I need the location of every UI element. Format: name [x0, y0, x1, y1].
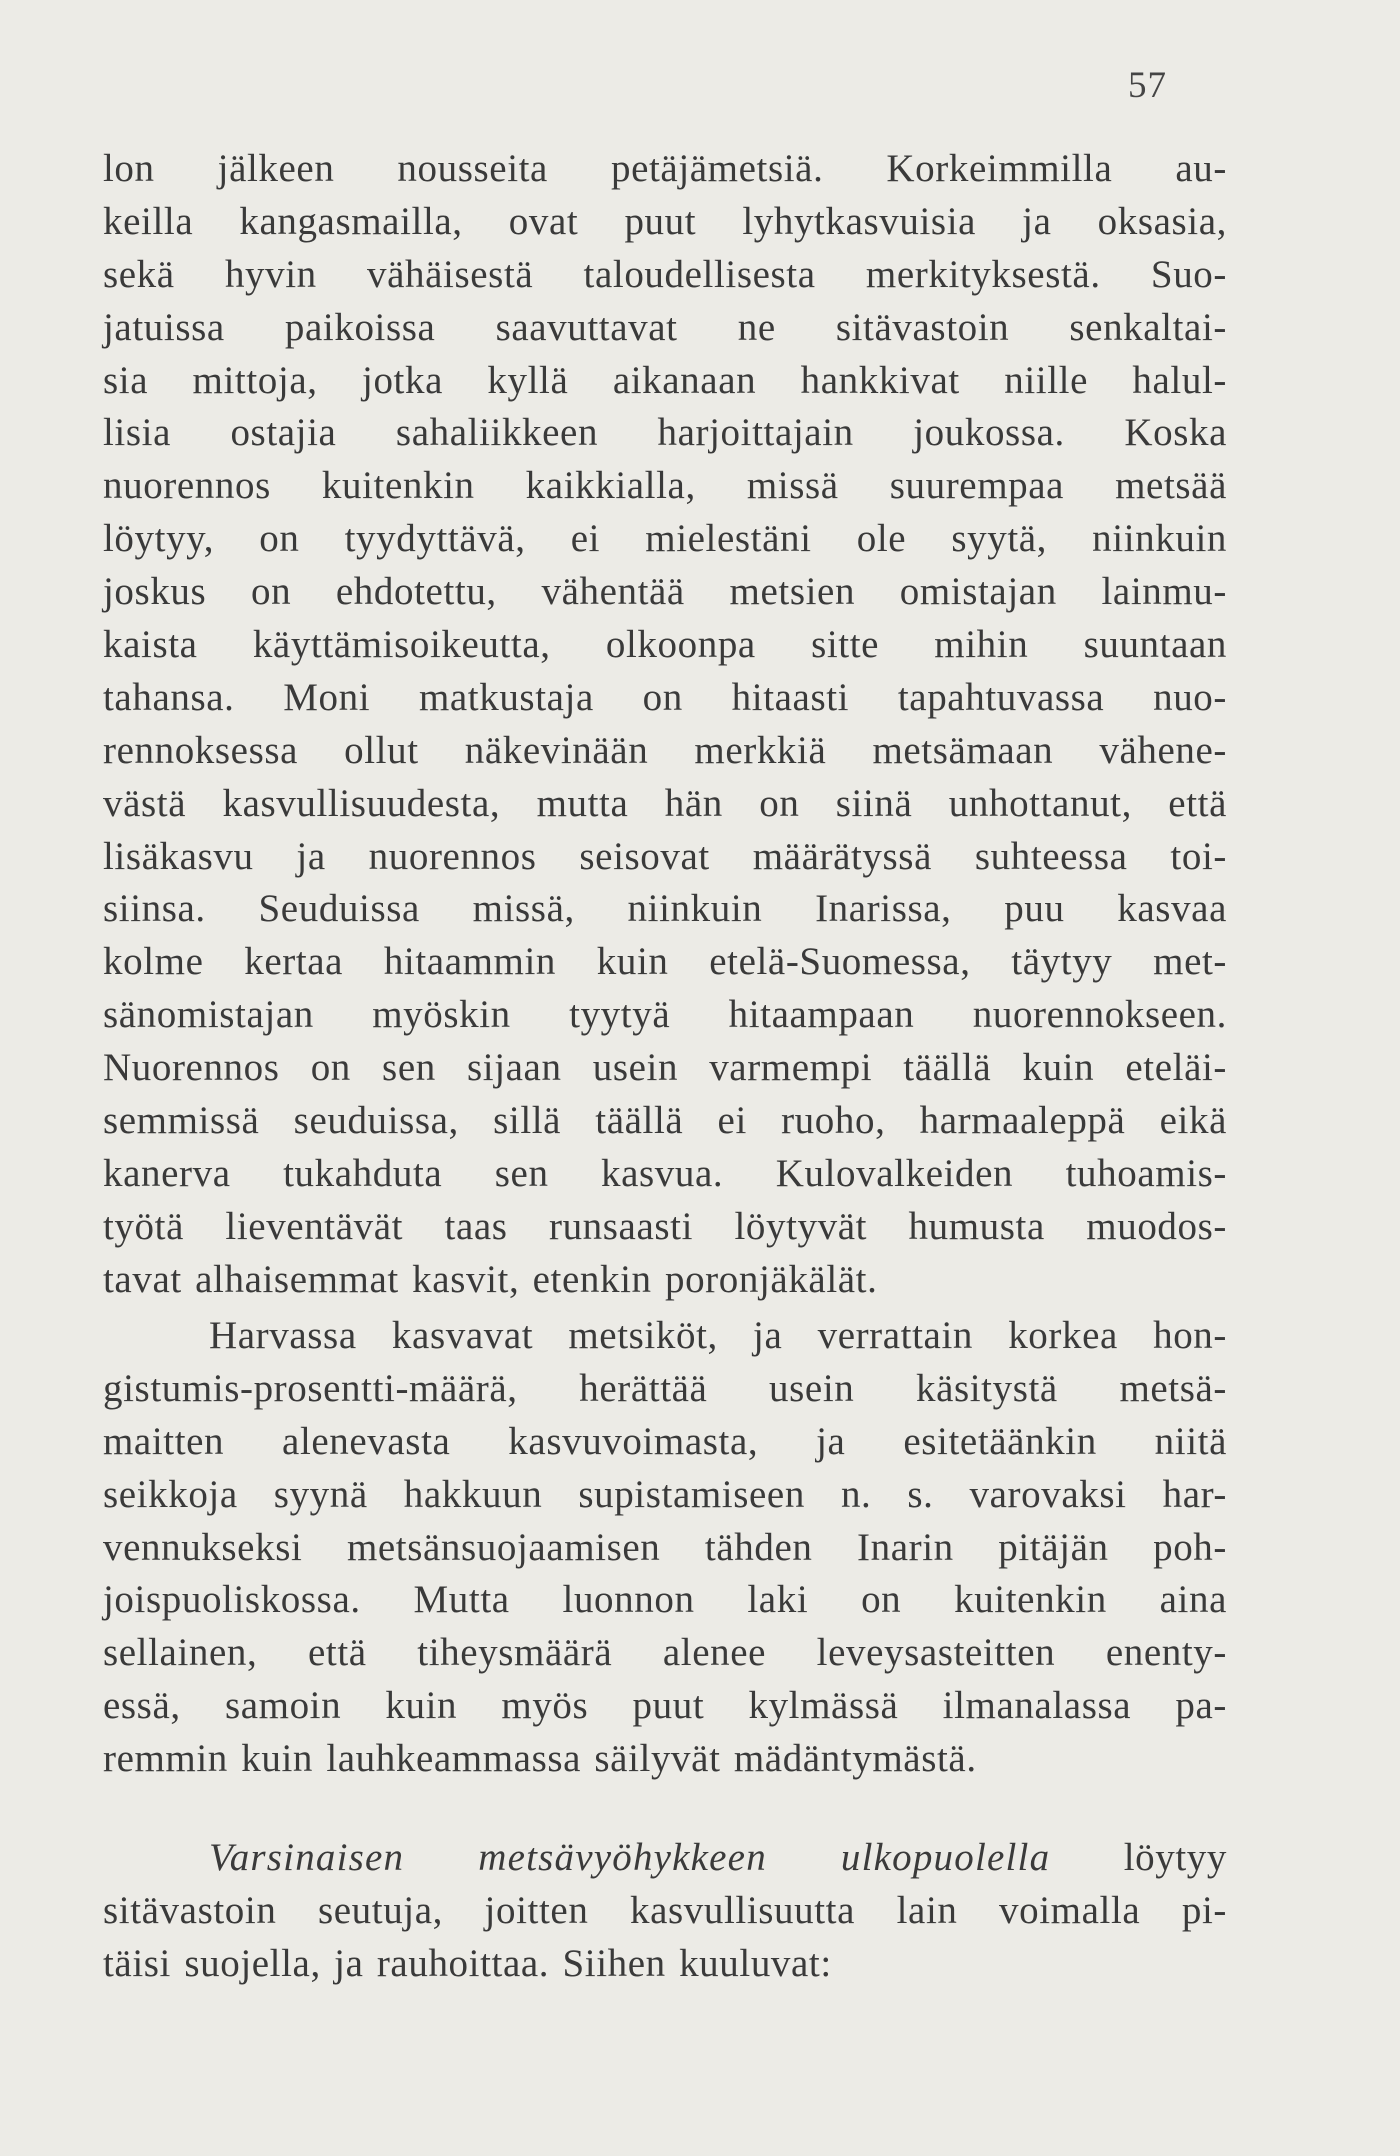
text-line: sekä hyvin vähäisestä taloudellisesta merkityksestä. Suo-	[103, 252, 1227, 296]
paragraph-3	[103, 1832, 1227, 1991]
paragraph-1	[103, 143, 1227, 1307]
text-line: sia mittoja, jotka kyllä aikanaan hankkivat niille halul-	[103, 358, 1227, 402]
text-line: seikkoja syynä hakkuun supistamiseen n. s. varovaksi har-	[103, 1472, 1227, 1516]
text-line: työtä lieventävät taas runsaasti löytyvät humusta muodos-	[103, 1204, 1227, 1248]
text-line: västä kasvullisuudesta, mutta hän on siinä unhottanut, että	[103, 781, 1227, 825]
italic-phrase: Varsinaisen metsävyöhykkeen ulkopuolella	[209, 1836, 1051, 1879]
text-line: gistumis-prosentti-määrä, herättää usein käsitystä metsä-	[103, 1366, 1227, 1410]
text-line: sänomistajan myöskin tyytyä hitaampaan nuorennokseen.	[103, 993, 1227, 1037]
text-line: vennukseksi metsänsuojaamisen tähden Inarin pitäjän poh-	[103, 1525, 1227, 1569]
text-line: keilla kangasmailla, ovat puut lyhytkasvuisia ja oksasia,	[103, 199, 1227, 243]
paragraph-2	[103, 1310, 1227, 1786]
text-line: joispuoliskossa. Mutta luonnon laki on kuitenkin aina	[103, 1578, 1227, 1622]
text-line: kaista käyttämisoikeutta, olkoonpa sitte mihin suuntaan	[103, 623, 1227, 667]
text-line: siinsa. Seuduissa missä, niinkuin Inarissa, puu kasvaa	[103, 887, 1227, 931]
text-line: rennoksessa ollut näkevinään merkkiä metsämaan vähene-	[103, 728, 1227, 772]
text-line: sitävastoin seutuja, joitten kasvullisuutta lain voimalla pi-	[103, 1888, 1227, 1932]
text-line: essä, samoin kuin myös puut kylmässä ilmanalassa pa-	[103, 1684, 1227, 1728]
text-line: kolme kertaa hitaammin kuin etelä-Suomessa, täytyy met-	[103, 940, 1227, 984]
page-number: 57	[1128, 65, 1167, 106]
text-line: täisi suojella, ja rauhoittaa. Siihen kuuluvat:	[103, 1941, 832, 1985]
text-line: joskus on ehdotettu, vähentää metsien omistajan lainmu-	[103, 570, 1227, 614]
text-line	[103, 1832, 1227, 1885]
text-line: semmissä seuduissa, sillä täällä ei ruoho, harmaaleppä eikä	[103, 1099, 1227, 1143]
text-line: Harvassa kasvavat metsiköt, ja verrattain korkea hon-	[209, 1314, 1227, 1357]
text-line: jatuissa paikoissa saavuttavat ne sitävastoin senkaltai-	[103, 305, 1227, 349]
text-line: remmin kuin lauhkeammassa säilyvät mädäntymästä.	[103, 1737, 977, 1781]
text-line: löytyy, on tyydyttävä, ei mielestäni ole syytä, niinkuin	[103, 517, 1227, 561]
text-line: lon jälkeen nousseita petäjämetsiä. Korkeimmilla au-	[103, 147, 1227, 190]
text-line: kanerva tukahduta sen kasvua. Kulovalkeiden tuhoamis-	[103, 1151, 1227, 1195]
text-line: lisia ostajia sahaliikkeen harjoittajain joukossa. Koska	[103, 411, 1227, 455]
text-line: tahansa. Moni matkustaja on hitaasti tapahtuvassa nuo-	[103, 675, 1227, 719]
text-line: sellainen, että tiheysmäärä alenee leveysasteitten enenty-	[103, 1631, 1227, 1675]
text-line: lisäkasvu ja nuorennos seisovat määrätyssä suhteessa toi-	[103, 834, 1227, 878]
text-line: nuorennos kuitenkin kaikkialla, missä suurempaa metsää	[103, 464, 1227, 508]
text-line: tavat alhaisemmat kasvit, etenkin poronjäkälät.	[103, 1257, 878, 1301]
text-fragment: löytyy	[1123, 1836, 1227, 1879]
text-line: Nuorennos on sen sijaan usein varmempi täällä kuin eteläi-	[103, 1046, 1227, 1090]
text-line: maitten alenevasta kasvuvoimasta, ja esitetäänkin niitä	[103, 1419, 1227, 1463]
